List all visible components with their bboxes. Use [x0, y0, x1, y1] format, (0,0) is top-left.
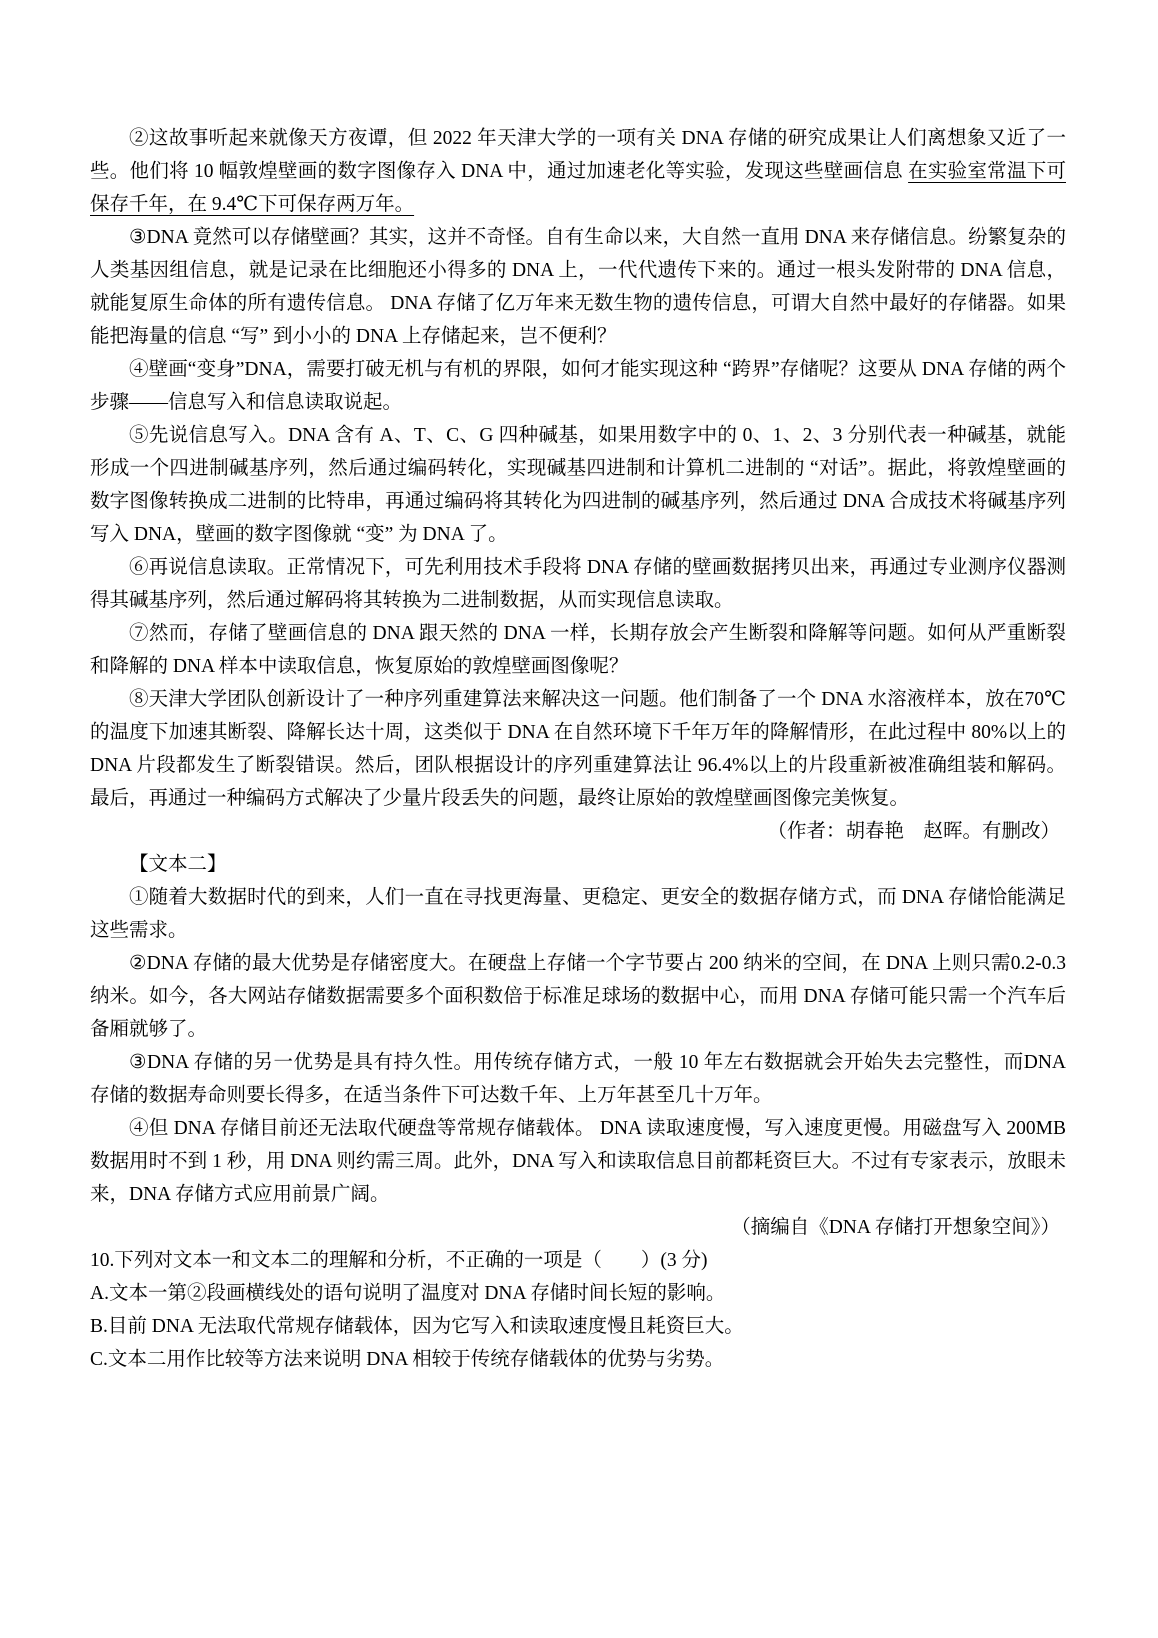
text-one-paragraph-8: ⑧天津大学团队创新设计了一种序列重建算法来解决这一问题。他们制备了一个 DNA 水溶液样本，放在70℃的温度下加速其断裂、降解长达十周，这类似于 DNA 在自然环境下千年万年的降解情形，在此过程中 80%以上的 DNA 片段都发生了断裂错误。然后，团队根据设计的序列重建算法让 96.4%以上的片段重新被准确组装和解码。最后，再通过一种编码方式解决了少量片段丢失的问题，最终让原始的敦煌壁画图像完美恢复。 — [90, 689, 1066, 809]
text-two-paragraph-1: ①随着大数据时代的到来，人们一直在寻找更海量、更稳定、更安全的数据存储方式，而 DNA 存储恰能满足这些需求。 — [90, 887, 1066, 941]
text-two-attribution: （摘编自《DNA 存储打开想象空间》） — [731, 1217, 1060, 1238]
text-one-paragraph-5: ⑤先说信息写入。DNA 含有 A、T、C、G 四种碱基，如果用数字中的 0、1、2、3 分别代表一种碱基，就能形成一个四进制碱基序列，然后通过编码转化，实现碱基四进制和计算机二进制的 “对话”。据此，将敦煌壁画的数字图像转换成二进制的比特串，再通过编码将其转化为四进制的碱基序列，然后通过 DNA 合成技术将碱基序列写入 DNA，壁画的数字图像就 “变” 为 DNA 了。 — [90, 425, 1066, 545]
text-one-paragraph-7: ⑦然而，存储了壁画信息的 DNA 跟天然的 DNA 一样，长期存放会产生断裂和降解等问题。如何从严重断裂和降解的 DNA 样本中读取信息，恢复原始的敦煌壁画图像呢？ — [90, 623, 1066, 677]
paragraph-text: ②这故事听起来就像天方夜谭，但 2022 年天津大学的一项有关 DNA 存储的研究成果让人们离想象又近了一些。他们将 10 幅敦煌壁画的数字图像存入 DNA 中，通过加速老化等实验，发现这些壁画信息 — [90, 128, 1066, 182]
underlined-sentence: 在实验室常温下可保存千年，在 9.4℃下可保存两万年。 — [90, 161, 1066, 215]
text-one-paragraph-3: ③DNA 竟然可以存储壁画？其实，这并不奇怪。自有生命以来，大自然一直用 DNA 来存储信息。纷繁复杂的人类基因组信息，就是记录在比细胞还小得多的 DNA 上，一代代遗传下来的。通过一根头发附带的 DNA 信息，就能复原生命体的所有遗传信息。 DNA 存储了亿万年来无数生物的遗传信息，可谓大自然中最好的存储器。如果能把海量的信息 “写” 到小小的 DNA 上存储起来，岂不便利？ — [90, 227, 1066, 347]
text-one-paragraph-6: ⑥再说信息读取。正常情况下，可先利用技术手段将 DNA 存储的壁画数据拷贝出来，再通过专业测序仪器测得其碱基序列，然后通过解码将其转换为二进制数据，从而实现信息读取。 — [90, 557, 1066, 611]
text-two-paragraph-2: ②DNA 存储的最大优势是存储密度大。在硬盘上存储一个字节要占 200 纳米的空间，在 DNA 上则只需0.2-0.3 纳米。如今，各大网站存储数据需要多个面积数倍于标准足球场的数据中心，而用 DNA 存储可能只需一个汽车后备厢就够了。 — [90, 953, 1066, 1040]
text-two-paragraph-3: ③DNA 存储的另一优势是具有持久性。用传统存储方式，一般 10 年左右数据就会开始失去完整性，而DNA 存储的数据寿命则要长得多，在适当条件下可达数千年、上万年甚至几十万年。 — [90, 1052, 1066, 1106]
question-10-option-c: C.文本二用作比较等方法来说明 DNA 相较于传统存储载体的优势与劣势。 — [90, 1349, 725, 1370]
question-10-stem: 10.下列对文本一和文本二的理解和分析，不正确的一项是（ ）(3 分) — [90, 1250, 708, 1271]
text-one-paragraph-2 — [90, 122, 1066, 221]
question-10-option-a: A.文本一第②段画横线处的语句说明了温度对 DNA 存储时间长短的影响。 — [90, 1283, 726, 1304]
text-two-heading: 【文本二】 — [129, 854, 227, 875]
question-10-option-b: B.目前 DNA 无法取代常规存储载体，因为它写入和读取速度慢且耗资巨大。 — [90, 1316, 744, 1337]
text-one-paragraph-4: ④壁画“变身”DNA，需要打破无机与有机的界限，如何才能实现这种 “跨界”存储呢？这要从 DNA 存储的两个步骤——信息写入和信息读取说起。 — [90, 359, 1066, 413]
text-one-attribution: （作者：胡春艳 赵晖。有删改） — [767, 821, 1060, 842]
text-two-paragraph-4: ④但 DNA 存储目前还无法取代硬盘等常规存储载体。 DNA 读取速度慢，写入速度更慢。用磁盘写入 200MB数据用时不到 1 秒，用 DNA 则约需三周。此外，DNA 写入和读取信息目前都耗资巨大。不过有专家表示，放眼未来，DNA 存储方式应用前景广阔。 — [90, 1118, 1066, 1205]
